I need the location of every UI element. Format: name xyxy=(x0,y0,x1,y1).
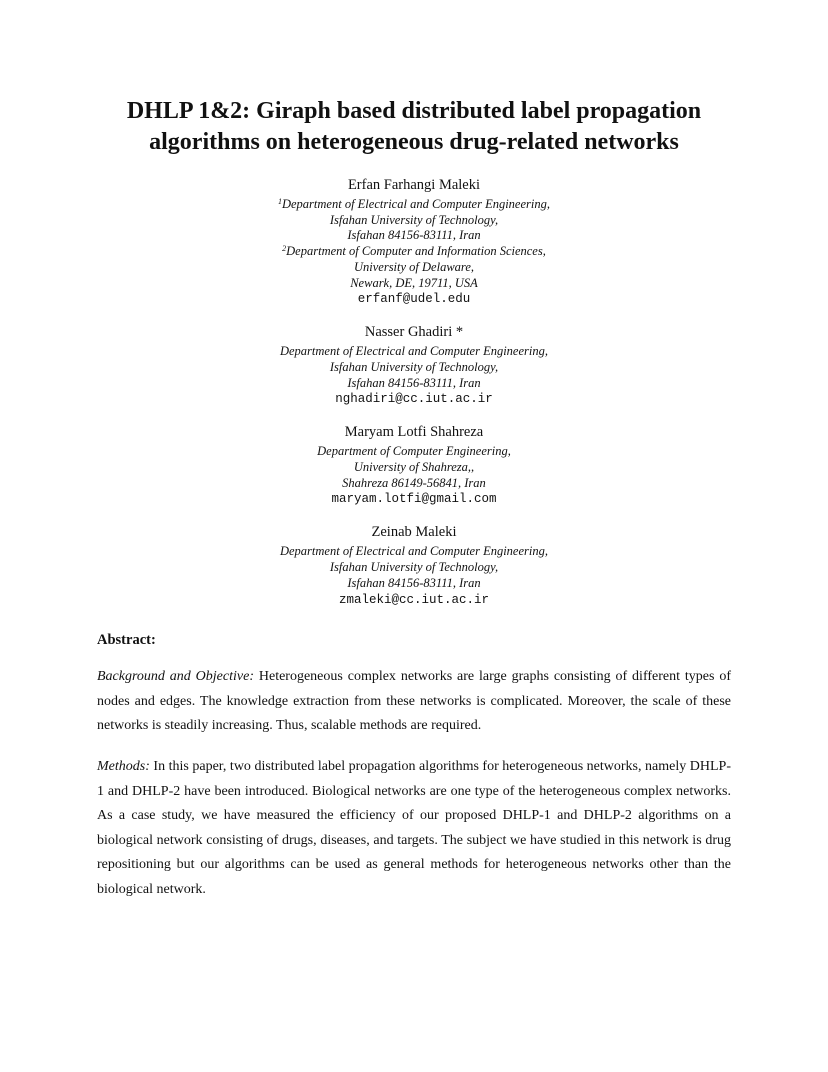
author-name: Zeinab Maleki xyxy=(371,524,457,541)
author-block xyxy=(0,323,828,407)
background-label: Background and Objective: xyxy=(97,669,254,684)
affiliation-line: Isfahan 84156-83111, Iran xyxy=(347,375,481,390)
abstract-background-paragraph xyxy=(97,665,731,739)
author-email: erfanf@udel.edu xyxy=(357,292,471,307)
affiliation-line: Department of Computer Engineering, xyxy=(317,444,511,459)
abstract-heading: Abstract: xyxy=(97,632,156,648)
author-list xyxy=(0,176,828,624)
title-line: DHLP 1&2: Giraph based distributed label propagation xyxy=(126,98,702,124)
affiliation-line xyxy=(0,213,828,229)
affiliation-text: Isfahan University of Technology, xyxy=(329,212,499,227)
affiliation-text: Department of Computer and Information Sciences, xyxy=(286,244,546,259)
affiliation-line: University of Shahreza,, xyxy=(353,460,475,475)
affiliation-line xyxy=(0,276,828,292)
affiliation-line: Department of Electrical and Computer Engineering, xyxy=(279,344,548,359)
paper-title xyxy=(60,96,768,158)
affiliation-superscript: 2 xyxy=(282,244,287,254)
affiliation-line: Isfahan 84156-83111, Iran xyxy=(347,575,481,590)
author-email: zmaleki@cc.iut.ac.ir xyxy=(338,592,490,607)
affiliation-line xyxy=(0,260,828,276)
methods-label: Methods: xyxy=(97,759,150,774)
author-email: maryam.lotfi@gmail.com xyxy=(331,492,497,507)
author-block xyxy=(0,176,828,307)
author-email: nghadiri@cc.iut.ac.ir xyxy=(335,392,493,407)
affiliation-line xyxy=(0,244,828,260)
author-name: Nasser Ghadiri * xyxy=(364,324,464,341)
affiliation-text: Isfahan 84156-83111, Iran xyxy=(347,228,481,243)
author-block xyxy=(0,523,828,607)
affiliation-text: University of Delaware, xyxy=(353,259,474,274)
affiliation-line: Department of Electrical and Computer Engineering, xyxy=(279,544,548,559)
abstract-methods-paragraph xyxy=(97,755,731,903)
affiliation-line: Isfahan University of Technology, xyxy=(329,359,499,374)
affiliation-superscript: 1 xyxy=(277,197,282,206)
affiliation-line: Isfahan University of Technology, xyxy=(329,560,499,575)
author-block xyxy=(0,423,828,507)
background-text: Heterogeneous complex networks are large graphs consisting of different types of nodes and edges. The knowledge extraction from these networks is complicated. Moreover, the scale of these networks is steadily increasing. Thus, scalable methods are required. xyxy=(97,669,731,734)
author-name: Erfan Farhangi Maleki xyxy=(347,177,481,193)
affiliation-text: Department of Electrical and Computer Engineering, xyxy=(281,197,550,211)
affiliation-line: Shahreza 86149-56841, Iran xyxy=(342,475,486,490)
author-name: Maryam Lotfi Shahreza xyxy=(344,424,484,441)
affiliation-text: Newark, DE, 19711, USA xyxy=(350,275,478,290)
methods-text: In this paper, two distributed label propagation algorithms for heterogeneous networks, namely DHLP-1 and DHLP-2 have been introduced. Biological networks are one type of the heterogeneous complex networks. As a case study, we have measured the efficiency of our proposed DHLP-1 and DHLP-2 algorithms on a biological network consisting of drugs, diseases, and targets. The subject we have studied in this network is drug repositioning but our algorithms can be used as general methods for heterogeneous networks other than the biological network. xyxy=(97,759,731,897)
title-line: algorithms on heterogeneous drug-related networks xyxy=(149,129,679,155)
affiliation-line xyxy=(0,197,828,213)
affiliation-line xyxy=(0,228,828,244)
